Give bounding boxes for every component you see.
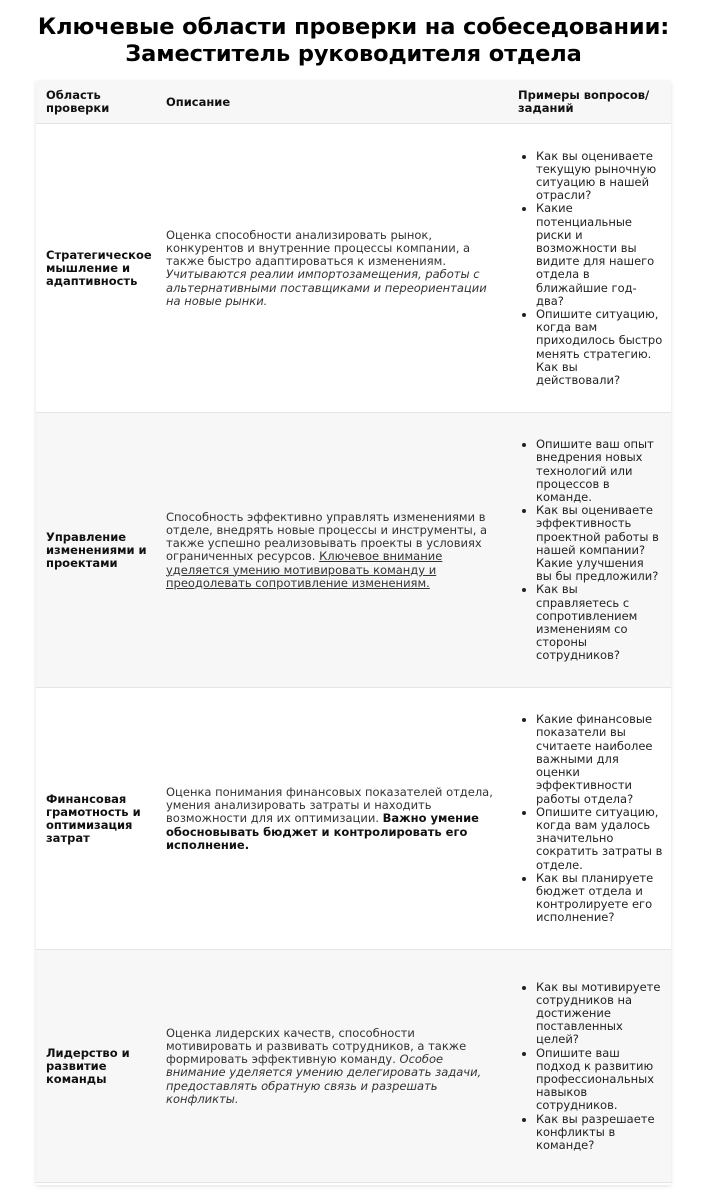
description-text: Способность эффективно управлять изменениями в отделе, внедрять новые процессы и инструменты, а также успешно реализовывать проекты в условиях ограниченных ресурсов. [166,509,488,564]
list-item: • Как вы разрешаете конфликты в команде? [536,1113,663,1153]
area-cell: Финансовая грамотность и оптимизация затрат [36,688,158,950]
column-header-questions: Примеры вопросов/ заданий [508,81,671,124]
description-text: Оценка понимания финансовых показателей отдела, умения анализировать затраты и находить возможности для их оптимизации. [166,784,493,826]
list-item: • Как вы оцениваете текущую рыночную ситуацию в нашей отрасли? [536,150,663,203]
description-underlined: Ключевое внимание уделяется умению мотивировать команду и преодолевать сопротивление изменениям. [166,549,443,590]
list-item: • Как вы оцениваете эффективность проектной работы в нашей компании? Какие улучшения вы бы предложили? [536,504,663,583]
list-item: • Опишите ваш опыт внедрения новых технологий или процессов в команде. [536,438,663,504]
questions-list [508,981,663,1153]
questions-cell [508,950,671,1183]
description-cell [158,413,508,688]
column-header-description: Описание [158,81,508,124]
interview-areas-table-card [36,81,671,1185]
list-item: • Какие потенциальные риски и возможности вы видите для нашего отдела в ближайшие год-два? [536,202,663,308]
description-cell [158,124,508,413]
area-cell: Лидерство и развитие команды [36,950,158,1183]
description-cell [158,950,508,1183]
table-row [36,413,671,688]
questions-cell [508,688,671,950]
description-cell [158,688,508,950]
description-text: Оценка способности анализировать рынок, конкурентов и внутренние процессы компании, а также быстро адаптироваться к изменениям. [166,227,471,269]
area-cell: Стратегическое мышление и адаптивность [36,124,158,413]
list-item: • Как вы планируете бюджет отдела и контролируете его исполнение? [536,872,663,925]
table-row [36,950,671,1183]
interview-areas-table [36,81,671,1183]
table-header-row [36,81,671,124]
description-emphasis: Особое внимание уделяется умению делегировать задачи, предоставлять обратную связь и разрешать конфликты. [166,1052,482,1106]
list-item: • Опишите ситуацию, когда вам приходилось быстро менять стратегию. Как вы действовали? [536,308,663,387]
table-row [36,688,671,950]
column-header-area: Область проверки [36,81,158,124]
list-item: • Как вы мотивируете сотрудников на достижение поставленных целей? [536,981,663,1047]
description-text: Оценка лидерских качеств, способности мотивировать и развивать сотрудников, а также формировать эффективную команду. [166,1025,467,1067]
description-bold: Важно умение обосновывать бюджет и контролировать его исполнение. [166,811,479,852]
list-item: • Какие финансовые показатели вы считаете наиболее важными для оценки эффективности работы отдела? [536,713,663,805]
questions-list [508,713,663,924]
list-item: • Опишите ситуацию, когда вам удалось значительно сократить затраты в отделе. [536,806,663,872]
list-item: • Как вы справляетесь с сопротивлением изменениям со стороны сотрудников? [536,583,663,662]
table-row [36,124,671,413]
questions-list [508,438,663,662]
questions-list [508,150,663,388]
questions-cell [508,413,671,688]
page-title: Ключевые области проверки на собеседовании: Заместитель руководителя отдела [37,14,670,67]
list-item: • Опишите ваш подход к развитию профессиональных навыков сотрудников. [536,1047,663,1113]
description-emphasis: Учитываются реалии импортозамещения, работы с альтернативными поставщиками и переориентации на новые рынки. [166,267,487,308]
questions-cell [508,124,671,413]
area-cell: Управление изменениями и проектами [36,413,158,688]
